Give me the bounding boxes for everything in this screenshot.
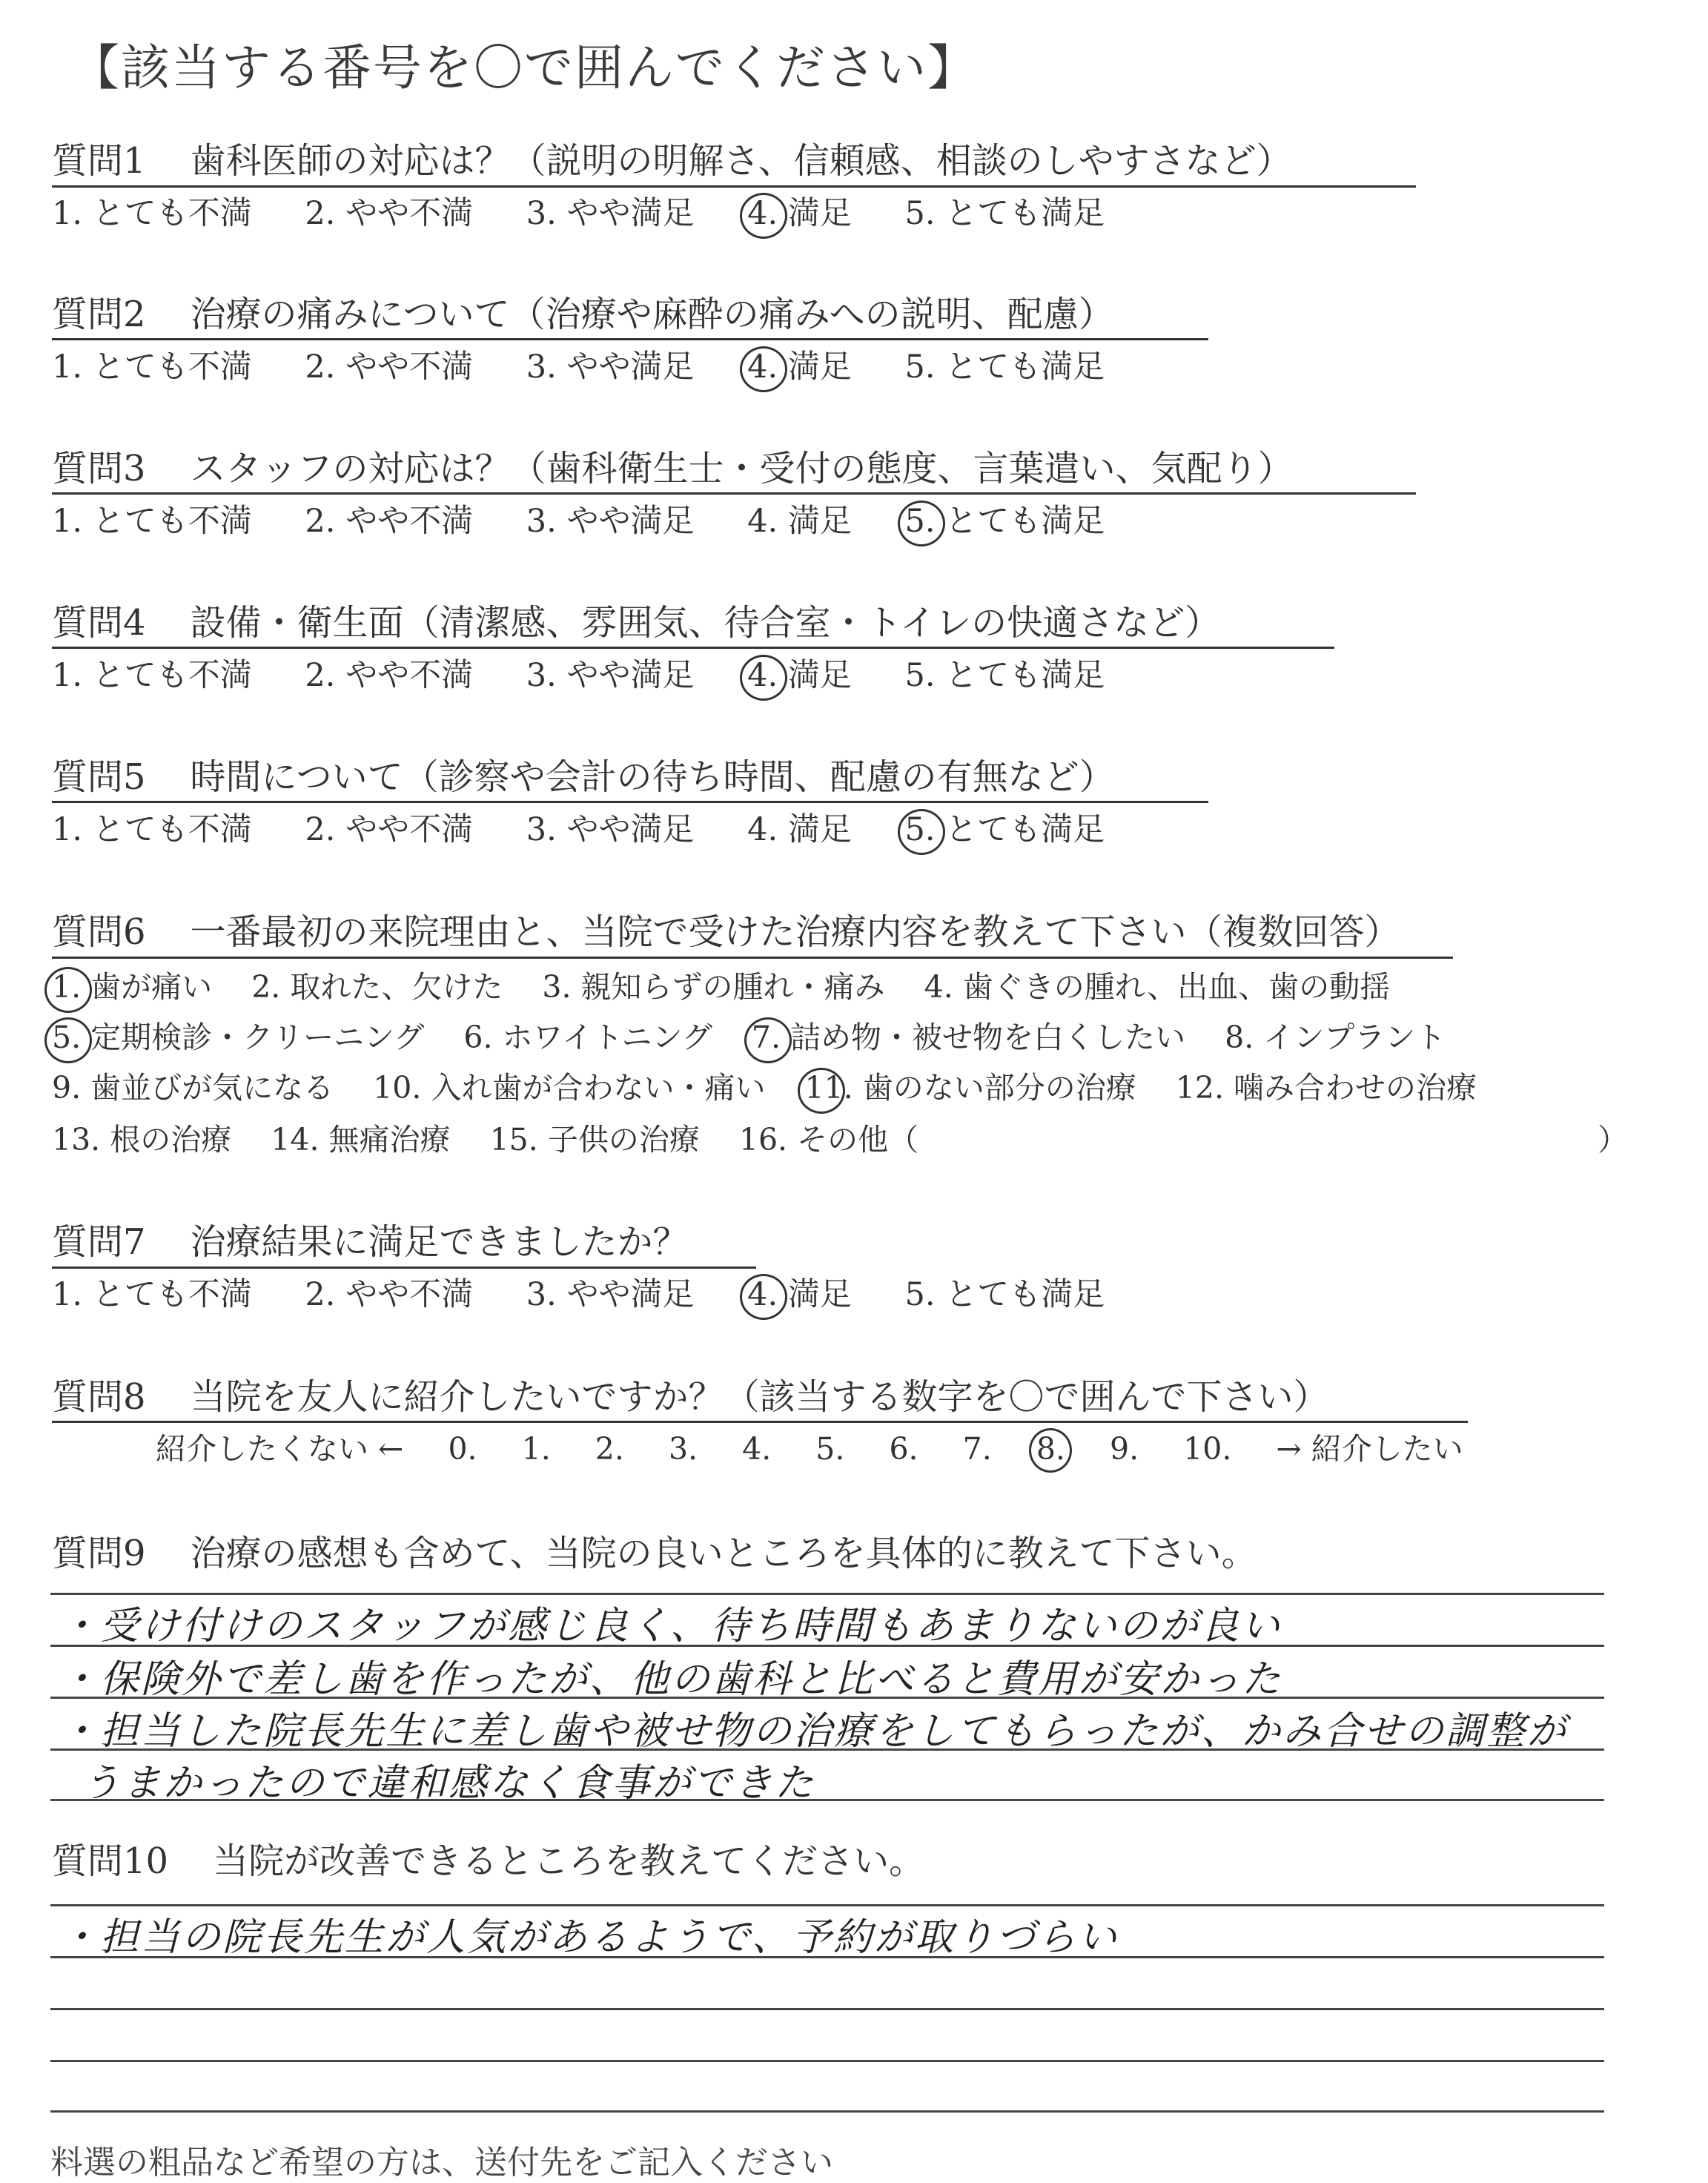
q4-text: 設備・衛生面（清潔感、雰囲気、待合室・トイレの快適さなど）: [190, 602, 1221, 644]
q10-rule-4: [50, 2060, 1604, 2062]
q3-option-1[interactable]: 1. とても不満: [52, 503, 252, 540]
q4-heading: [52, 599, 1220, 647]
q2-option-5[interactable]: 5. とても満足: [904, 349, 1105, 386]
q6-option-14[interactable]: 14. 無痛治療: [271, 1122, 451, 1157]
q7-option-4[interactable]: 4. 満足: [747, 1272, 852, 1317]
q1-option-1[interactable]: 1. とても不満: [52, 195, 252, 232]
q5-option-1[interactable]: 1. とても不満: [52, 811, 252, 848]
q6-option-5[interactable]: 5. 定期検診・クリーニング: [52, 1016, 424, 1059]
q6-heading: [52, 908, 1400, 956]
q8-scale-2[interactable]: 2.: [595, 1431, 624, 1467]
q10-text: 当院が改善できるところを教えてください。: [213, 1840, 925, 1882]
q9-label: 質問9: [52, 1533, 146, 1574]
q6-other-close: ）: [1598, 1122, 1628, 1157]
q2-option-3[interactable]: 3. やや満足: [526, 349, 695, 386]
q9-rule-3: [50, 1697, 1604, 1699]
q5-heading: [52, 753, 1115, 801]
q8-scale-9[interactable]: 9.: [1109, 1431, 1139, 1467]
q8-scale-6[interactable]: 6.: [889, 1431, 918, 1467]
q9-rule-5: [50, 1799, 1604, 1801]
q8-scale-8[interactable]: 8.: [1036, 1427, 1065, 1471]
q5-label: 質問5: [52, 756, 146, 798]
q8-scale-1[interactable]: 1.: [521, 1431, 551, 1467]
q1-option-2[interactable]: 2. やや不満: [305, 195, 474, 232]
q10-rule-3: [50, 2008, 1604, 2010]
q8-label: 質問8: [52, 1376, 146, 1418]
q7-option-3[interactable]: 3. やや満足: [526, 1276, 695, 1313]
q9-text: 治療の感想も含めて、当院の良いところを具体的に教えて下さい。: [190, 1533, 1257, 1574]
q6-option-16[interactable]: 16. その他（: [738, 1122, 919, 1157]
q2-option-4[interactable]: 4. 満足: [747, 345, 852, 389]
q7-text: 治療結果に満足できましたか？: [190, 1221, 689, 1263]
q3-text: スタッフの対応は？（歯科衛生士・受付の態度、言葉遣い、気配り）: [190, 448, 1294, 489]
q5-options: [52, 808, 1148, 852]
q8-heading: [52, 1373, 1329, 1421]
q3-heading: [52, 445, 1294, 492]
q1-option-4[interactable]: 4. 満足: [747, 191, 852, 236]
q6-option-8[interactable]: 8. インプラント: [1225, 1020, 1446, 1055]
q10-answer-1[interactable]: ・担当の院長先生が人気があるようで、予約が取りづらい: [59, 1915, 1119, 1960]
footer-note: 料選の粗品など希望の方は、送付先をご記入ください: [50, 2144, 833, 2182]
q2-heading: [52, 291, 1114, 338]
q9-rule-4: [50, 1748, 1604, 1751]
q10-label: 質問10: [52, 1840, 169, 1882]
q3-label: 質問3: [52, 448, 146, 489]
q9-answer-4[interactable]: うまかったので違和感なく食事ができた: [82, 1761, 816, 1806]
q1-label: 質問1: [52, 140, 146, 182]
q5-option-4[interactable]: 4. 満足: [747, 811, 852, 848]
q6-label: 質問6: [52, 911, 146, 953]
q4-option-4[interactable]: 4. 満足: [747, 653, 852, 698]
q2-options: [52, 345, 1148, 389]
q6-option-10[interactable]: 10. 入れ歯が合わない・痛い: [373, 1070, 766, 1106]
q6-option-7[interactable]: 7. 詰め物・被せ物を白くしたい: [752, 1016, 1185, 1059]
q6-option-3[interactable]: 3. 親知らずの腫れ・痛み: [542, 969, 885, 1005]
q8-scale-3[interactable]: 3.: [668, 1431, 698, 1467]
q6-row-4: [52, 1118, 948, 1161]
q1-text: 歯科医師の対応は？（説明の明解さ、信頼感、相談のしやすさなど）: [190, 140, 1292, 182]
q7-heading: [52, 1218, 689, 1266]
q8-underline: [52, 1421, 1468, 1423]
q9-heading: [52, 1530, 1257, 1577]
q8-scale-4[interactable]: 4.: [742, 1431, 772, 1467]
q2-text: 治療の痛みについて（治療や麻酔の痛みへの説明、配慮）: [190, 294, 1114, 335]
q2-label: 質問2: [52, 294, 146, 335]
q8-scale-0[interactable]: 0.: [448, 1431, 477, 1467]
q3-option-5[interactable]: 5. とても満足: [905, 499, 1105, 544]
q6-option-4[interactable]: 4. 歯ぐきの腫れ、出血、歯の動揺: [924, 969, 1391, 1005]
q1-underline: [52, 185, 1416, 188]
q8-scale: [156, 1427, 1498, 1471]
q5-option-2[interactable]: 2. やや不満: [305, 811, 474, 848]
q3-underline: [52, 492, 1416, 495]
page-title: 【該当する番号を〇で囲んでください】: [70, 39, 978, 96]
q6-text: 一番最初の来院理由と、当院で受けた治療内容を教えて下さい（複数回答）: [190, 911, 1400, 953]
q6-row-1: [52, 965, 1420, 1008]
q4-label: 質問4: [52, 602, 146, 644]
q6-row-2: [52, 1016, 1475, 1059]
q2-option-1[interactable]: 1. とても不満: [52, 349, 252, 386]
q7-option-5[interactable]: 5. とても満足: [904, 1276, 1105, 1313]
q5-underline: [52, 801, 1208, 803]
q7-underline: [52, 1266, 756, 1269]
q6-option-11[interactable]: 11. 歯のない部分の治療: [805, 1066, 1136, 1109]
q6-row-3: [52, 1066, 1506, 1109]
q7-option-2[interactable]: 2. やや不満: [305, 1276, 474, 1313]
q7-options: [52, 1272, 1148, 1317]
q3-option-3[interactable]: 3. やや満足: [526, 503, 695, 540]
q1-heading: [52, 137, 1292, 185]
q4-option-5[interactable]: 5. とても満足: [904, 657, 1105, 694]
q1-options: [52, 191, 1148, 236]
q6-underline: [52, 957, 1453, 959]
q4-options: [52, 653, 1148, 698]
q5-text: 時間について（診察や会計の待ち時間、配慮の有無など）: [190, 756, 1115, 798]
q9-answer-2[interactable]: ・保険外で差し歯を作ったが、他の歯科と比べると費用が安かった: [59, 1657, 1283, 1702]
q1-option-5[interactable]: 5. とても満足: [904, 195, 1105, 232]
q6-option-2[interactable]: 2. 取れた、欠けた: [251, 969, 503, 1005]
q6-option-15[interactable]: 15. 子供の治療: [489, 1122, 700, 1157]
q8-scale-7[interactable]: 7.: [962, 1431, 992, 1467]
q8-scale-10[interactable]: 10.: [1183, 1431, 1232, 1467]
q9-answer-3[interactable]: ・担当した院長先生に差し歯や被せ物の治療をしてもらったが、かみ合せの調整が: [59, 1709, 1569, 1754]
q1-option-3[interactable]: 3. やや満足: [526, 195, 695, 232]
q9-answer-1[interactable]: ・受け付けのスタッフが感じ良く、待ち時間もあまりないのが良い: [59, 1604, 1282, 1648]
q4-option-3[interactable]: 3. やや満足: [526, 657, 695, 694]
q3-options: [52, 499, 1148, 544]
q2-option-2[interactable]: 2. やや不満: [305, 349, 474, 386]
q8-left-label: 紹介したくない ←: [156, 1431, 404, 1467]
q4-option-1[interactable]: 1. とても不満: [52, 657, 252, 694]
q7-label: 質問7: [52, 1221, 146, 1263]
q6-option-9[interactable]: 9. 歯並びが気になる: [52, 1070, 334, 1106]
q4-option-2[interactable]: 2. やや不満: [305, 657, 474, 694]
q9-rule-2: [50, 1645, 1604, 1647]
q8-text: 当院を友人に紹介したいですか？（該当する数字を〇で囲んで下さい）: [190, 1376, 1329, 1418]
q6-option-13[interactable]: 13. 根の治療: [52, 1122, 232, 1157]
q3-option-4[interactable]: 4. 満足: [747, 503, 852, 540]
q4-underline: [52, 647, 1334, 649]
q6-option-12[interactable]: 12. 噛み合わせの治療: [1175, 1070, 1477, 1106]
q6-option-6[interactable]: 6. ホワイトニング: [463, 1020, 712, 1055]
q3-option-2[interactable]: 2. やや不満: [305, 503, 474, 540]
q10-rule-5: [50, 2110, 1604, 2113]
q10-heading: [52, 1837, 924, 1885]
q2-underline: [52, 338, 1208, 340]
q7-option-1[interactable]: 1. とても不満: [52, 1276, 252, 1313]
q10-rule-2: [50, 1956, 1604, 1958]
q8-scale-5[interactable]: 5.: [815, 1431, 845, 1467]
q5-option-5[interactable]: 5. とても満足: [905, 808, 1105, 852]
q6-option-1[interactable]: 1. 歯が痛い: [52, 965, 212, 1008]
q8-right-label: → 紹介したい: [1276, 1431, 1463, 1467]
q5-option-3[interactable]: 3. やや満足: [526, 811, 695, 848]
